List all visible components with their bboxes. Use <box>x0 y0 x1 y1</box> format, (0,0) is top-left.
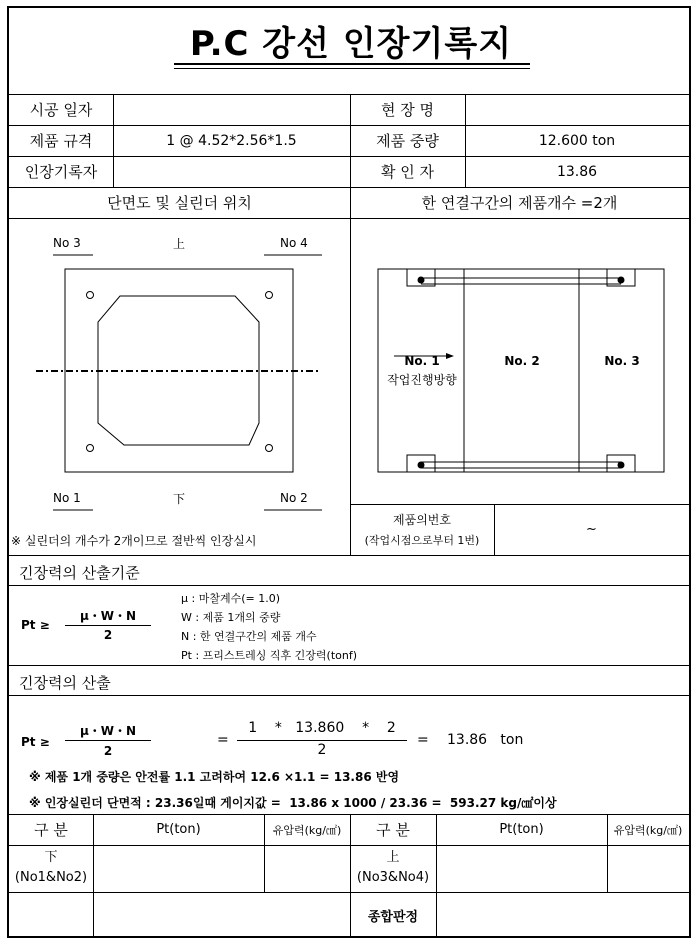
spec-value: 1 @ 4.52*2.56*1.5 <box>166 132 297 149</box>
calc-eq1: = <box>217 732 229 748</box>
lower-mark: 下 <box>44 850 58 865</box>
th-pt: Pt(ton) <box>156 822 201 837</box>
row-upper-label <box>350 848 436 888</box>
product-no-label: 제품의번호 <box>393 513 451 527</box>
calc-title: 긴장력의 산출 <box>19 674 111 692</box>
rule <box>9 695 689 696</box>
recorder-value[interactable] <box>113 156 350 187</box>
record-sheet <box>7 6 691 938</box>
rule <box>9 665 689 666</box>
legend-item: Pt : 프리스트레싱 직후 긴장력(tonf) <box>181 649 357 662</box>
calc-expr-denominator: 2 <box>317 742 327 758</box>
criteria-fraction-bar <box>65 625 151 626</box>
lower-pt-input[interactable] <box>93 845 264 892</box>
rule <box>9 555 689 556</box>
upper-mark: 上 <box>386 850 400 865</box>
confirm-value: 13.86 <box>556 163 598 180</box>
calc-expr-bar <box>237 740 407 741</box>
upper-pressure-input[interactable] <box>607 845 689 892</box>
weight-label: 제품 중량 <box>376 132 439 150</box>
site-value[interactable] <box>465 94 689 125</box>
date-label: 시공 일자 <box>29 101 93 119</box>
hole-icon <box>87 445 94 452</box>
th-division-2: 구 분 <box>376 821 410 839</box>
confirm-label: 확 인 자 <box>380 163 434 181</box>
recorder-label: 인장기록자 <box>24 163 98 181</box>
legend-item: W : 제품 1개의 중량 <box>181 611 281 624</box>
criteria-denominator: 2 <box>103 628 113 642</box>
site-label: 현 장 명 <box>380 101 434 119</box>
criteria-legend <box>181 589 357 665</box>
th-pt-2: Pt(ton) <box>499 822 544 837</box>
calc-result: 13.86 ton <box>447 732 524 748</box>
cylinder-note: ※ 실린더의 개수가 2개이므로 절반씩 인장실시 <box>11 534 257 548</box>
calc-note-2: ※ 인장실린더 단면적 : 23.36일때 게이지값 = 13.86 x 1000 / 23.36 = 593.27 kg/㎠이상 <box>29 796 557 810</box>
label-no2: No 2 <box>280 491 308 505</box>
upper-pt-input[interactable] <box>436 845 607 892</box>
product-no-sub: (작업시점으로부터 1번) <box>364 534 480 547</box>
spec-label: 제품 규격 <box>29 132 93 150</box>
section-right-title: 한 연결구간의 제품개수 =2개 <box>421 194 618 212</box>
anchor-dot-icon <box>418 277 425 284</box>
overall-judgment-input[interactable] <box>436 892 689 938</box>
th-pressure-2: 유압력(kg/㎠) <box>613 823 683 837</box>
anchor-dot-icon <box>618 462 625 469</box>
th-pressure: 유압력(kg/㎠) <box>272 823 342 837</box>
label-no1: No 1 <box>53 491 81 505</box>
overall-judgment-label: 종합판정 <box>367 909 419 925</box>
page-title: P.C 강선 인장기록지 <box>189 24 513 64</box>
hole-icon <box>87 292 94 299</box>
date-value[interactable] <box>113 94 350 125</box>
plan-no1: No. 1 <box>404 354 440 368</box>
th-division: 구 분 <box>34 821 68 839</box>
weight-value: 12.600 ton <box>538 132 616 149</box>
label-top: 上 <box>173 237 186 251</box>
title-underline <box>174 63 530 65</box>
anchor-dot-icon <box>618 277 625 284</box>
plan-no2: No. 2 <box>504 354 540 368</box>
section-left-title: 단면도 및 실린더 위치 <box>107 194 252 212</box>
label-no3: No 3 <box>53 236 81 250</box>
upper-cylinders: (No3&No4) <box>356 870 430 885</box>
calc-fraction-bar <box>65 740 151 741</box>
calc-eq2: = <box>417 732 429 748</box>
lower-pressure-input[interactable] <box>264 845 350 892</box>
label-bottom: 下 <box>173 492 186 506</box>
calc-expr-numerator: 1 * 13.860 * 2 <box>248 720 396 736</box>
row-lower-label <box>9 848 93 888</box>
title-underline-2 <box>174 68 530 69</box>
plan-direction: 작업진행방향 <box>387 373 457 387</box>
calc-pt: Pt ≥ <box>21 735 50 749</box>
hole-icon <box>266 292 273 299</box>
criteria-pt: Pt ≥ <box>21 618 50 632</box>
calc-denominator: 2 <box>103 744 113 758</box>
legend-item: N : 한 연결구간의 제품 개수 <box>181 630 317 643</box>
plan-no3: No. 3 <box>604 354 640 368</box>
calc-numerator: μ・W・N <box>79 724 137 738</box>
hole-icon <box>266 445 273 452</box>
product-no-value[interactable]: ~ <box>586 522 597 537</box>
rule <box>9 585 689 586</box>
lower-cylinders: (No1&No2) <box>14 870 88 885</box>
legend-item: μ : 마찰계수(= 1.0) <box>181 592 280 605</box>
anchor-dot-icon <box>418 462 425 469</box>
label-no4: No 4 <box>280 236 308 250</box>
criteria-title: 긴장력의 산출기준 <box>19 564 140 582</box>
criteria-numerator: μ・W・N <box>79 609 137 623</box>
calc-note-1: ※ 제품 1개 중량은 안전률 1.1 고려하여 12.6 ×1.1 = 13.86 반영 <box>29 770 400 784</box>
